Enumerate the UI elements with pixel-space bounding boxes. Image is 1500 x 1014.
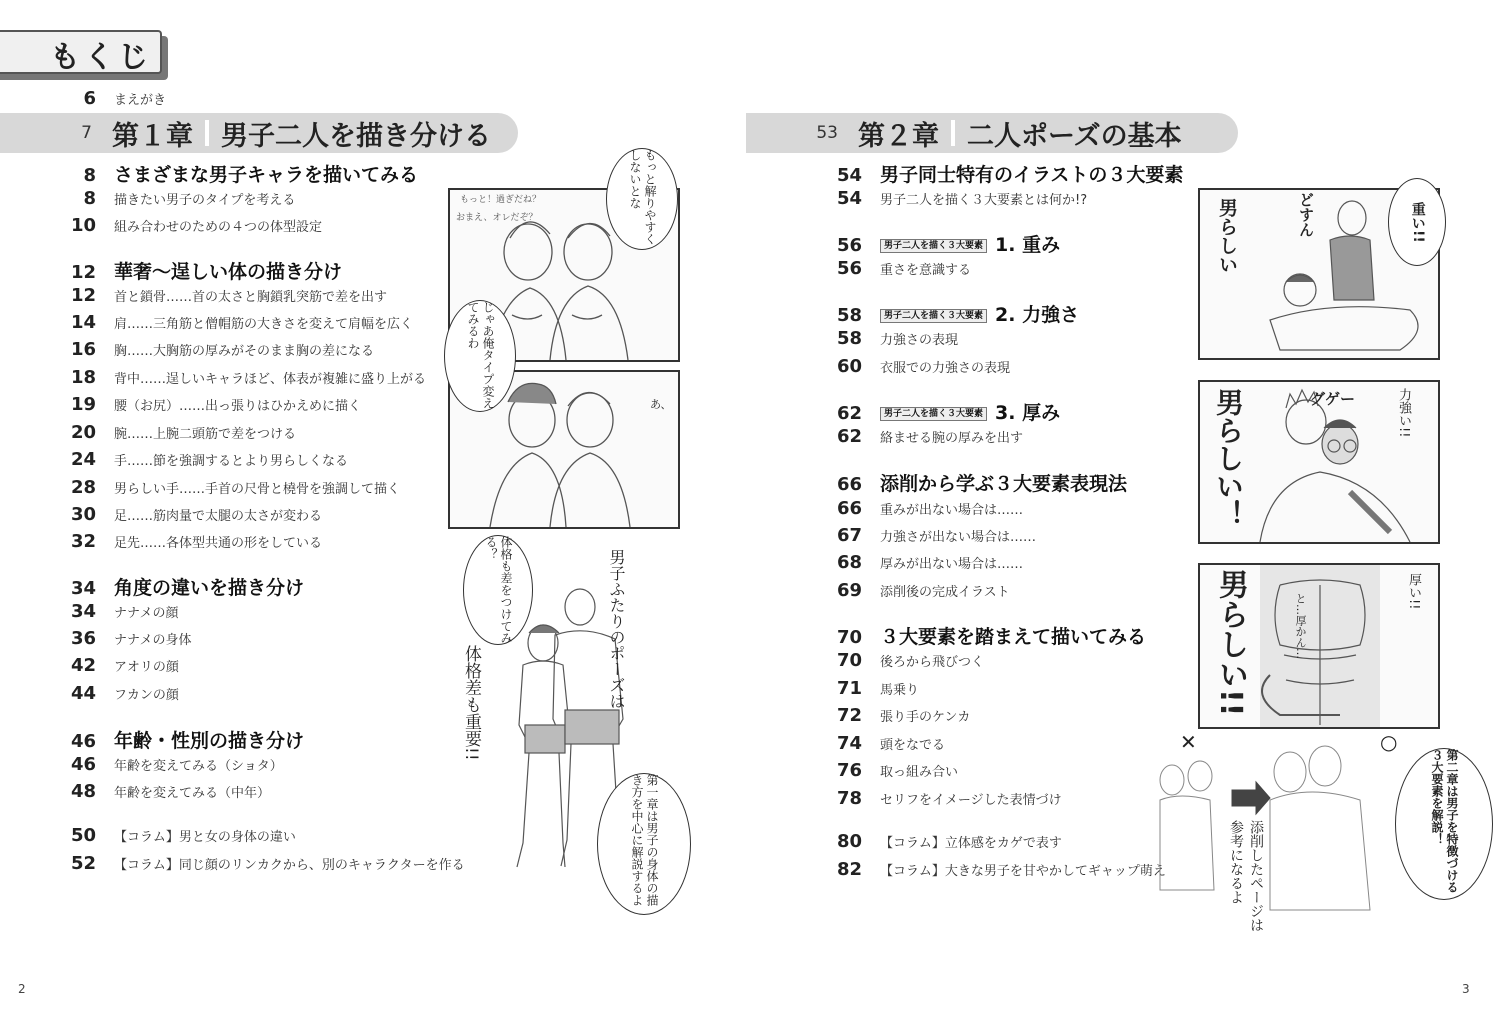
page-number: 71 [836,678,862,699]
sound-effect: グゲー [1310,390,1356,408]
small-text: と…厚かん… [1294,593,1307,659]
entry-text: 2. 力強さ [995,304,1080,326]
page-number: 46 [70,731,96,752]
speech-bubble: 第一章は男子の身体の描き方を中心に解説するよ [597,773,691,915]
toc-section-entry[interactable] [766,230,1060,257]
page-number: 14 [70,312,96,333]
chapter-label: 第２章 [858,120,939,152]
toc-entry[interactable] [0,601,178,622]
entry-text: 【コラム】大きな男子を甘やかしてギャップ萌え [880,864,1166,879]
page-number: 28 [70,477,96,498]
entry-text: 肩……三角筋と僧帽筋の大きさを変えて肩幅を広く [114,317,414,332]
page-number: 12 [70,262,96,283]
speech-bubble: 体格も差をつけてみる？ [463,535,533,645]
page-number: 8 [83,165,96,186]
toc-entry[interactable] [0,754,283,775]
entry-text: ナナメの顔 [114,606,179,621]
entry-text: ナナメの身体 [114,633,192,648]
scribble-text: おまえ、オレだぞ？ [456,213,538,223]
entry-text: 腕……上腕二頭筋で差をつける [114,427,297,442]
toc-entry[interactable] [0,531,322,552]
page-number: 82 [836,859,862,880]
toc-entry[interactable] [0,655,179,676]
toc-section-entry[interactable] [766,160,1183,187]
element-tag: 男子二人を描く３大要素 [880,407,987,421]
entry-text: 年齢を変えてみる（中年） [114,786,271,801]
entry-text: さまざまな男子キャラを描いてみる [114,164,419,186]
page-number: 34 [70,578,96,599]
page-number: 70 [836,627,862,648]
toc-section-entry[interactable] [0,726,304,753]
toc-entry[interactable] [0,367,426,388]
entry-text: 男子二人を描く３大要素とは何か!? [880,193,1088,208]
entry-text: 力強さが出ない場合は…… [880,530,1037,545]
chapter-1-banner[interactable] [0,113,518,153]
page-number: 80 [836,831,862,852]
entry-text: 【コラム】同じ顔のリンカクから、別のキャラクターを作る [114,858,465,873]
toc-entry[interactable] [766,498,1023,519]
entry-text: アオリの顔 [114,660,179,675]
page-number: 34 [70,601,96,622]
page-number: 58 [836,328,862,349]
entry-text: ３大要素を踏まえて描いてみる [880,626,1147,648]
page-number: 20 [70,422,96,443]
speech-bubble: 第二章は男子を特徴づける３大要素を解説！ [1395,748,1493,900]
entry-text: 首と鎖骨……首の太さと胸鎖乳突筋で差を出す [114,290,388,305]
page-number: 56 [836,235,862,256]
toc-entry[interactable] [766,356,1010,377]
toc-entry[interactable] [766,705,970,726]
entry-text: 【コラム】男と女の身体の違い [114,830,296,845]
entry-text: 頭をなでる [880,738,946,753]
entry-text: 年齢・性別の描き分け [114,730,305,752]
toc-entry[interactable] [766,552,1023,573]
scribble-text: もっと！過ぎだね？ [460,195,542,205]
page-number: 6 [83,88,96,109]
page-number: 46 [70,754,96,775]
chapter-label: 第１章 [112,120,193,152]
page-number: 48 [70,781,96,802]
entry-text: フカンの顔 [114,688,179,703]
bubble-text: 力強い!! [1396,388,1411,438]
manga-panel-5 [1198,380,1440,544]
chapter-page-number: 7 [81,123,92,143]
page-number: 18 [70,367,96,388]
shout-text: 男らしい [1216,198,1238,274]
speech-bubble: もっと解りやすくしないとな [606,148,678,250]
page-number: 32 [70,531,96,552]
entry-text: 後ろから飛びつく [880,655,985,670]
entry-text: 取っ組み合い [880,765,959,780]
toc-entry[interactable] [766,426,1023,447]
bubble-text: 厚い!! [1406,573,1421,610]
toc-entry[interactable] [766,788,1062,809]
entry-text: 絡ませる腕の厚みを出す [880,431,1024,446]
chapter-page-number: 53 [816,123,838,143]
toc-section-entry[interactable] [766,398,1060,425]
entry-text: まえがき [114,93,167,108]
page-number: 66 [836,474,862,495]
manga-panel-6 [1198,563,1440,729]
toc-entry[interactable] [0,188,295,209]
entry-text: 角度の違いを描き分け [114,577,305,599]
page-number: 50 [70,825,96,846]
entry-text: 華奢〜逞しい体の描き分け [114,261,343,283]
toc-entry[interactable] [0,449,348,470]
page-number: 42 [70,655,96,676]
toc-entry[interactable] [0,339,374,360]
page-number: 78 [836,788,862,809]
page-number: 58 [836,305,862,326]
toc-entry[interactable] [766,760,958,781]
toc-entry-intro[interactable] [0,88,166,109]
toc-entry[interactable] [0,285,387,306]
entry-text: 腰（お尻）……出っ張りはひかえめに描く [114,399,362,414]
shout-text: 男らしい!! [1213,569,1248,717]
page-number: 70 [836,650,862,671]
toc-entry[interactable] [766,525,1036,546]
entry-text: 1. 重み [995,234,1061,256]
toc-entry[interactable] [0,853,465,874]
toc-entry[interactable] [766,678,919,699]
small-text: あ、 [650,398,672,411]
entry-text: 【コラム】立体感をカゲで表す [880,836,1062,851]
shout-text: 男らしい！ [1212,388,1245,528]
speech-bubble: じゃあ俺タイプ変えてみるわ [444,300,516,412]
page-number: 67 [836,525,862,546]
entry-text: 3. 厚み [995,402,1061,424]
page-number: 30 [70,504,96,525]
toc-entry[interactable] [766,188,1087,209]
entry-text: 力強さの表現 [880,333,959,348]
entry-text: 年齢を変えてみる（ショタ） [114,759,283,774]
entry-text: セリフをイメージした表情づけ [880,793,1062,808]
toc-entry[interactable] [0,781,270,802]
entry-text: 男らしい手……手首の尺骨と橈骨を強調して描く [114,482,401,497]
element-tag: 男子二人を描く３大要素 [880,309,987,323]
toc-entry[interactable] [0,628,191,649]
page-number: 54 [836,165,862,186]
toc-entry[interactable] [0,215,322,236]
toc-entry[interactable] [766,258,971,279]
entry-text: 衣服での力強さの表現 [880,361,1011,376]
good-mark-icon: ○ [1380,730,1398,754]
page-number: 44 [70,683,96,704]
entry-text: 手……節を強調するとより男らしくなる [114,454,349,469]
sound-effect: どすん [1297,192,1315,237]
page-number: 60 [836,356,862,377]
toc-entry[interactable] [766,831,1062,852]
toc-entry[interactable] [0,825,296,846]
page-number: 72 [836,705,862,726]
page-number: 62 [836,403,862,424]
toc-entry[interactable] [0,312,413,333]
page-number: 52 [70,853,96,874]
toc-entry[interactable] [766,733,945,754]
page-number: 62 [836,426,862,447]
page-number: 56 [836,258,862,279]
toc-entry[interactable] [0,477,400,498]
left-page-number: 2 [18,982,26,996]
toc-entry[interactable] [0,422,296,443]
page-number: 10 [70,215,96,236]
banner-divider [205,120,209,146]
entry-text: 馬乗り [880,683,920,698]
toc-entry[interactable] [766,859,1166,880]
toc-section-entry[interactable] [766,469,1127,496]
entry-text: 張り手のケンカ [880,710,971,725]
entry-text: 重みが出ない場合は…… [880,503,1024,518]
toc-section-entry[interactable] [0,573,304,600]
page-number: 66 [836,498,862,519]
entry-text: 描きたい男子のタイプを考える [114,193,296,208]
entry-text: 添削から学ぶ３大要素表現法 [880,473,1128,495]
toc-entry[interactable] [0,394,361,415]
handwritten-note: 体格差も重要!! [461,645,481,761]
bad-mark-icon: ✕ [1180,730,1197,754]
toc-entry[interactable] [0,683,179,704]
entry-text: 男子同士特有のイラストの３大要素 [880,164,1184,186]
handwritten-note: 添削したページは参考になるよ [1228,820,1264,932]
element-tag: 男子二人を描く３大要素 [880,239,987,253]
toc-title: もくじ [50,40,152,75]
entry-text: 背中……逞しいキャラほど、体表が複雑に盛り上がる [114,372,427,387]
page-number: 8 [83,188,96,209]
entry-text: 厚みが出ない場合は…… [880,557,1024,572]
entry-text: 組み合わせのための４つの体型設定 [114,220,323,235]
page-number: 69 [836,580,862,601]
page-number: 16 [70,339,96,360]
figure-7-before-after [1150,730,1495,940]
right-page-number: 3 [1462,982,1470,996]
toc-entry[interactable] [0,504,322,525]
entry-text: 足先……各体型共通の形をしている [114,536,323,551]
page-number: 54 [836,188,862,209]
toc-section-entry[interactable] [766,622,1146,649]
banner-divider [951,120,955,146]
toc-entry[interactable] [766,328,958,349]
page-number: 74 [836,733,862,754]
chapter-title: 二人ポーズの基本 [967,120,1182,152]
speech-bubble: 重い!! [1388,178,1446,266]
toc-entry[interactable] [766,580,1010,601]
figure-3 [455,535,695,906]
entry-text: 添削後の完成イラスト [880,585,1010,600]
entry-text: 胸……大胸筋の厚みがそのまま胸の差になる [114,344,375,359]
page-number: 36 [70,628,96,649]
toc-section-entry[interactable] [0,257,342,284]
chapter-title: 男子二人を描き分ける [221,120,491,152]
entry-text: 重さを意識する [880,263,972,278]
toc-entry[interactable] [766,650,984,671]
page-number: 19 [70,394,96,415]
page-number: 76 [836,760,862,781]
page-number: 12 [70,285,96,306]
page-number: 68 [836,552,862,573]
toc-section-entry[interactable] [0,160,418,187]
handwritten-note: 男子ふたりのポーズは [607,549,626,709]
chapter-2-banner[interactable] [746,113,1238,153]
page-number: 24 [70,449,96,470]
entry-text: 足……筋肉量で太腿の太さが変わる [114,509,323,524]
toc-section-entry[interactable] [766,300,1079,327]
